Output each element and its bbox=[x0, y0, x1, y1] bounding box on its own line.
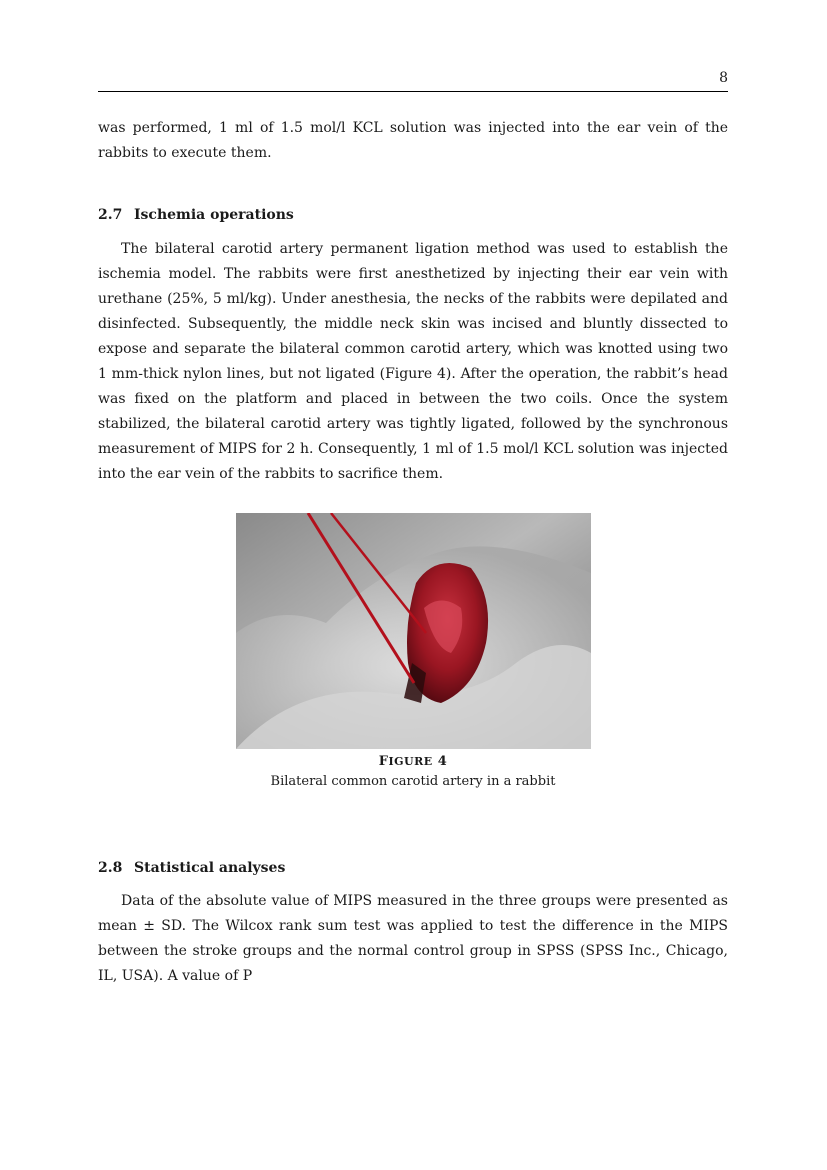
figure-caption: Bilateral common carotid artery in a rabbit bbox=[270, 774, 556, 789]
figure-label-number: 4 bbox=[437, 754, 448, 769]
figure-photo bbox=[236, 513, 591, 749]
section-number: 2.7 bbox=[98, 207, 123, 223]
section-heading-2-7 bbox=[98, 203, 728, 228]
section-title: Ischemia operations bbox=[134, 207, 294, 223]
ischemia-paragraph: The bilateral carotid artery permanent ligation method was used to establish the ischemia model. The rabbits were first anesthetized by injecting their ear vein with urethane (25%, 5 ml/kg). Under anesthesia, the necks of the rabbits were depilated and disinfected. Subsequently, the middle neck skin was incised and bluntly dissected to expose and separate the bilateral common carotid artery, which was knotted using two 1 mm-thick nylon lines, but not ligated (Figure 4). After the operation, the rabbit’s head was fixed on the platform and placed in between the two coils. Once the system stabilized, the bilateral carotid artery was tightly ligated, followed by the synchronous measurement of MIPS for 2 h. Consequently, 1 ml of 1.5 mol/l KCL solution was injected into the ear vein of the rabbits to sacrifice them. bbox=[98, 241, 728, 482]
figure-label-first: F bbox=[378, 754, 389, 769]
continuation-paragraph: was performed, 1 ml of 1.5 mol/l KCL solution was injected into the ear vein of the rabbits to execute them. bbox=[98, 120, 728, 161]
section-title: Statistical analyses bbox=[134, 860, 286, 876]
page-content bbox=[98, 116, 728, 989]
header-rule bbox=[98, 91, 728, 92]
section-heading-2-8 bbox=[98, 856, 728, 881]
statistics-paragraph: Data of the absolute value of MIPS measured in the three groups were presented as mean ± SD. The Wilcox rank sum test was applied to test the difference in the MIPS between the stroke groups and the normal control group in SPSS (SPSS Inc., Chicago, IL, USA). A value of P bbox=[98, 893, 728, 984]
section-number: 2.8 bbox=[98, 860, 123, 876]
figure-label bbox=[98, 752, 728, 772]
page-number: 8 bbox=[719, 70, 728, 86]
figure-4 bbox=[98, 513, 728, 792]
figure-label-rest: IGURE bbox=[388, 755, 433, 768]
